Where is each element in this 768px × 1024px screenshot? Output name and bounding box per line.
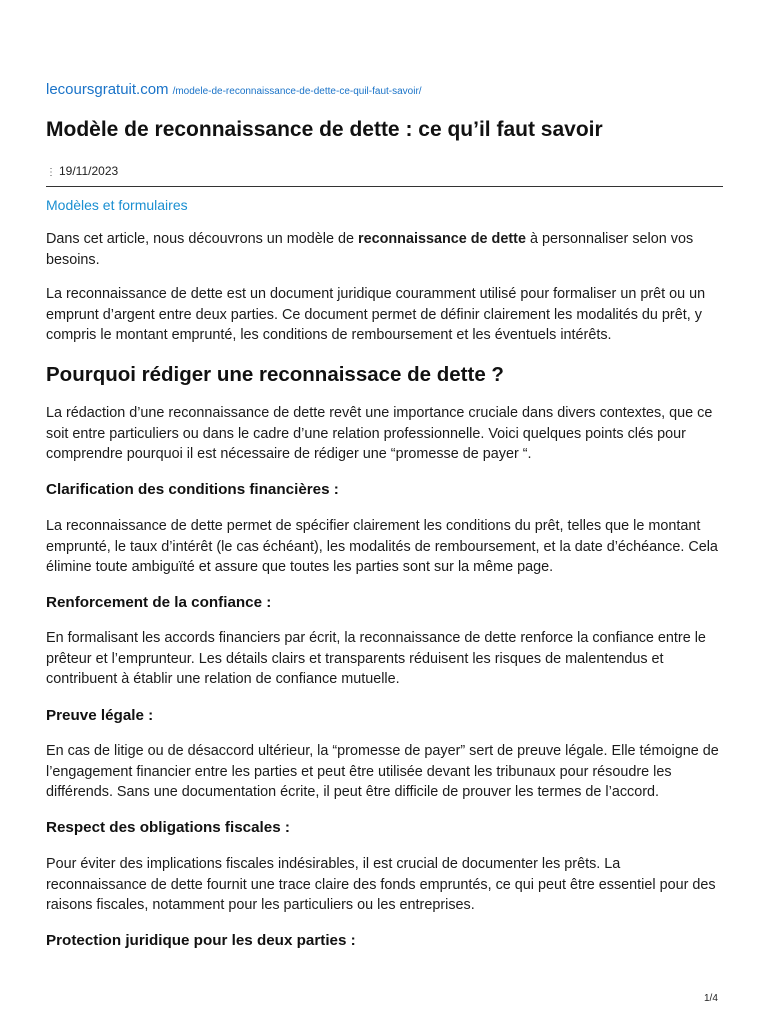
subsection-text-clarification: La reconnaissance de dette permet de spécifier clairement les conditions du prêt, telles que le montant emprunté, le taux d’intérêt (le cas échéant), les modalités de remboursement, et la date d’échéance. Cela élimine toute ambiguïté et assure que toutes les parties sont sur la même page. [46,518,718,576]
section-intro-paragraph: La rédaction d’une reconnaissance de dette revêt une importance cruciale dans divers contextes, que ce soit entre particuliers ou dans le cadre d’une relation professionnelle. Voici quelques points clés pour comprendre pourquoi il est nécessaire de rédiger une “promesse de payer “. [46,405,713,463]
subsection-heading-fiscales: Respect des obligations fiscales : [46,819,290,836]
subsection-text-preuve: En cas de litige ou de désaccord ultérieur, la “promesse de payer” sert de preuve légale. Elle témoigne de l’engagement financier entre les parties et peut être utilisée devant les tribunaux pour résoudre les différends. Sans une documentation écrite, il peut être difficile de prouver les termes de l’accord. [46,743,719,801]
intro-text-before: Dans cet article, nous découvrons un modèle de [46,231,358,247]
site-path-link[interactable]: /modele-de-reconnaissance-de-dette-ce-quil-faut-savoir/ [172,86,422,97]
subsection-heading-protection: Protection juridique pour les deux parties : [46,932,356,949]
section-heading: Pourquoi rédiger une reconnaissace de dette ? [46,363,504,386]
definition-paragraph: La reconnaissance de dette est un document juridique couramment utilisé pour formaliser un prêt ou un emprunt d’argent entre deux parties. Ce document permet de définir clairement les modalités du prêt, y compris le montant emprunté, les conditions de remboursement et les éventuels intérêts. [46,286,706,344]
subsection-heading-clarification: Clarification des conditions financières : [46,481,339,498]
subsection-text-confiance: En formalisant les accords financiers par écrit, la reconnaissance de dette renforce la confiance entre le prêteur et l’emprunteur. Les détails clairs et transparents réduisent les risques de malentendus et contribuent à établir une relation de confiance mutuelle. [46,630,706,688]
post-date: 19/11/2023 [59,164,119,178]
subsection-text-fiscales: Pour éviter des implications fiscales indésirables, il est crucial de documenter les prêts. La reconnaissance de dette fournit une trace claire des fonds empruntés, ce qui peut être essentiel pour des raisons fiscales, notamment pour les particuliers ou les entreprises. [46,856,716,914]
intro-text-after: à personnaliser selon vos besoins. [46,231,694,268]
header-divider [46,186,723,187]
calendar-icon: ⋮ [46,167,56,178]
subsection-heading-preuve: Preuve légale : [46,707,154,724]
page-title: Modèle de reconnaissance de dette : ce qu’il faut savoir [46,118,603,141]
source-url [46,81,422,99]
intro-paragraph [46,229,724,270]
page-number: 1/4 [704,993,718,1004]
intro-keyword: reconnaissance de dette [357,231,526,247]
post-meta [46,164,118,178]
subsection-heading-confiance: Renforcement de la confiance : [46,594,272,611]
site-link[interactable]: lecoursgratuit.com [46,81,169,98]
category-link[interactable]: Modèles et formulaires [46,197,188,213]
